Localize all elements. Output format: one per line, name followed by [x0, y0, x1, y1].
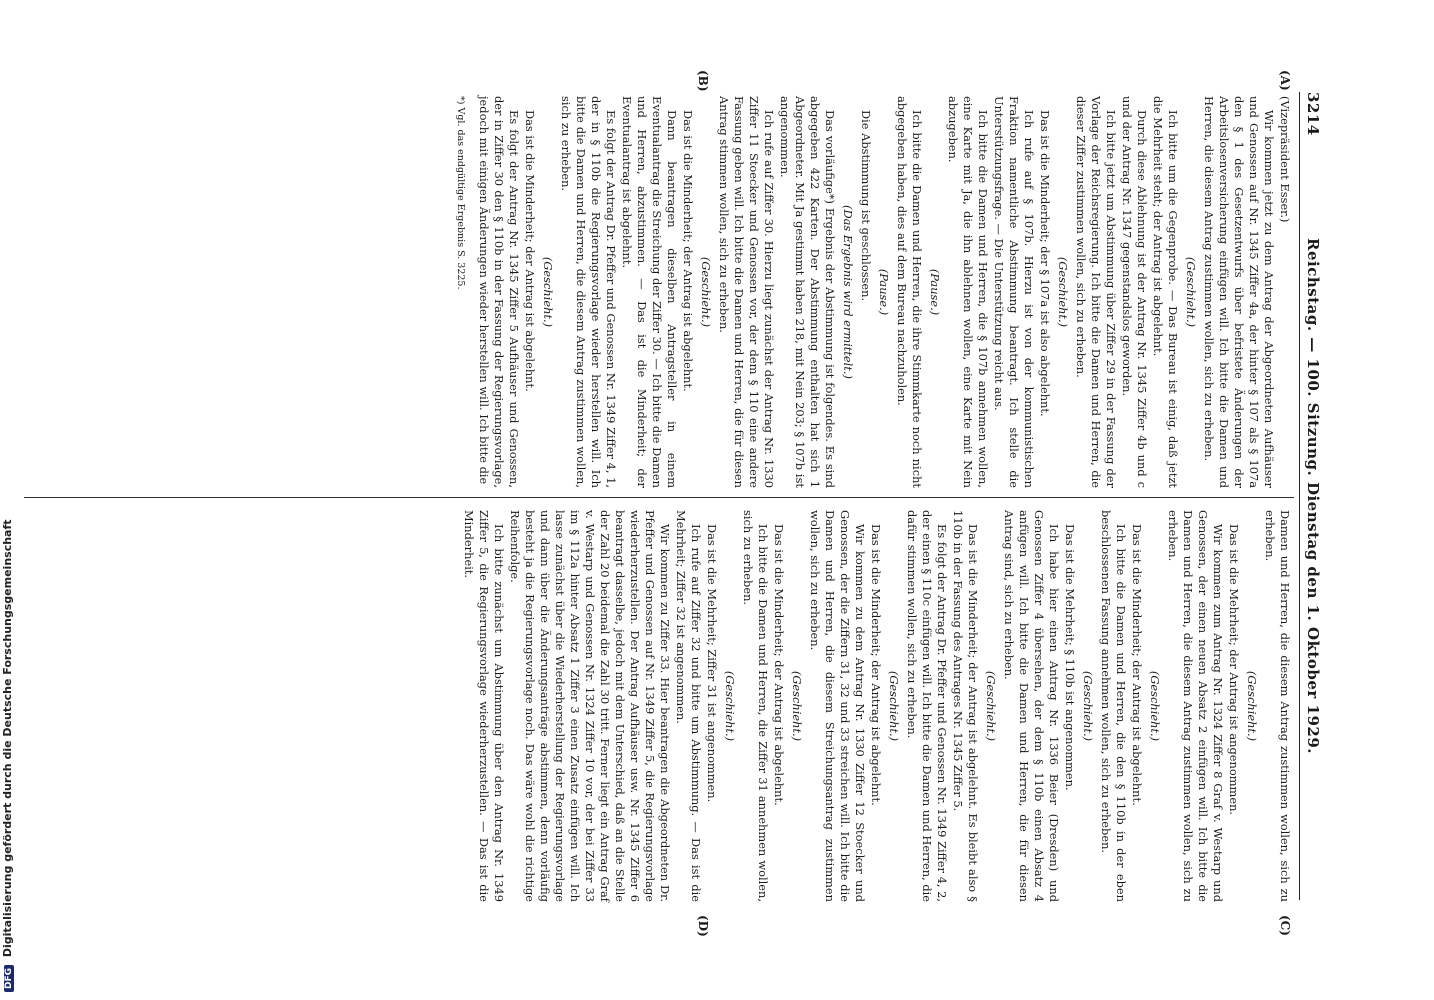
paragraph: Das ist die Mehrheit; Ziffer 31 ist angenommen.: [705, 524, 719, 803]
stage-direction: (Das Ergebnis wird ermittelt.): [841, 205, 855, 379]
stage-direction: (Geschieht.): [790, 670, 804, 742]
paragraph: Das ist die Minderheit; der Antrag ist abgelehnt.: [523, 110, 537, 392]
paragraph: Ich bitte die Damen und Herren, die § 107b annehmen wollen, eine Karte mit Ja, die ihn ablehnen wollen, eine Karte mit Nein abzugeben.: [946, 96, 990, 488]
stage-direction: (Pause.): [877, 268, 891, 316]
paragraph: Ich rufe auf Ziffer 30. Hierzu liegt zunächst der Antrag Nr. 1330 Ziffer 11 Stoecker und Genossen vor, der dem § 110 eine andere Fassung geben will. Ich bitte die Damen und Herren, die für diesen Antrag stimmen wollen, sich zu erheben.: [717, 96, 776, 488]
stage-direction: (Geschieht.): [1148, 670, 1162, 742]
paragraph: Ich bitte die Damen und Herren, die ihre Stimmkarte noch nicht abgegeben haben, dies auf dem Bureau nachzuholen.: [895, 96, 924, 488]
paragraph: Dann beantragen dieselben Antragsteller in einem Eventualantrag die Streichung der Ziffer 30. — Ich bitte die Damen und Herren, abzustimmen. — Das ist die Minderheit; der Eventualantrag ist abgelehnt.: [620, 96, 679, 488]
stage-direction: (Geschieht.): [723, 670, 737, 742]
paragraph: Das ist die Minderheit; der Antrag ist abgelehnt.: [772, 524, 786, 806]
column-divider: [24, 497, 1294, 498]
stage-direction: (Geschieht.): [1184, 256, 1198, 328]
paragraph: Das ist die Minderheit; der Antrag ist abgelehnt. Es bleibt also § 110b in der Fassung des Antrages Nr. 1345 Ziffer 5.: [951, 510, 980, 902]
margin-mark-b: (B): [696, 70, 710, 92]
stage-direction: (Geschieht.): [699, 256, 713, 328]
paragraph: Ich rufe auf Ziffer 32 und bitte um Abstimmung. — Das ist die Mehrheit; Ziffer 32 ist angenommen.: [674, 510, 703, 902]
footnote: *) Vgl. das endgültige Ergebnis S. 3225.: [455, 96, 466, 290]
paragraph: Ich bitte die Damen und Herren, die den § 110b in der eben beschlossenen Fassung annehmen wollen, sich zu erheben.: [1099, 510, 1128, 902]
stage-direction: (Geschieht.): [1081, 670, 1095, 742]
page-title: Reichstag. — 100. Sitzung. Dienstag den 1. Oktober 1929.: [1304, 238, 1322, 754]
paragraph: (Vizepräsident Esser.): [1278, 96, 1292, 223]
paragraph: Ich bitte jetzt um Abstimmung über Ziffer 29 in der Fassung der Vorlage der Reichsregierung. Ich bitte die Damen und Herren, die dieser Ziffer zustimmen wollen, sich zu erheben.: [1074, 96, 1118, 488]
stage-direction: (Geschieht.): [984, 670, 998, 742]
right-column: [460, 510, 1292, 902]
stage-direction: (Geschieht.): [541, 256, 555, 328]
paragraph: Ich bitte zunächst um Abstimmung über den Antrag Nr. 1349 Ziffer 5, die Regierungsvorlage wiederherzustellen. — Das ist die Minderheit.: [462, 510, 506, 902]
dfg-logo: DFG: [4, 965, 14, 992]
paragraph: Das ist die Mehrheit; § 110b ist angenommen.: [1063, 524, 1077, 791]
credit-text: Digitalisierung gefördert durch die Deutsche Forschungsgemeinschaft: [1, 519, 14, 958]
stage-direction: (Pause.): [928, 268, 942, 316]
paragraph: Wir kommen zu dem Antrag Nr. 1330 Ziffer 12 Stoecker und Genossen, der die Ziffern 31, 32 und 33 streichen will. Ich bitte die Damen und Herren, die diesem Streichungsantrag zustimmen wollen, sich zu erheben.: [808, 510, 867, 902]
paragraph: Damen und Herren, die diesem Antrag zustimmen wollen, sich zu erheben.: [1263, 510, 1292, 902]
page-number: 3214: [1304, 92, 1322, 136]
paragraph: Das ist die Minderheit; der Antrag ist abgelehnt.: [681, 110, 695, 392]
margin-mark-a: (A): [1278, 70, 1292, 91]
stage-direction: (Geschieht.): [887, 670, 901, 742]
margin-mark-c: (C): [1278, 915, 1292, 936]
paragraph: Ich bitte um die Gegenprobe. — Das Bureau ist einig, daß jetzt die Mehrheit steht; der Antrag ist abgelehnt.: [1151, 96, 1180, 488]
paragraph: Wir kommen jetzt zu dem Antrag der Abgeordneten Aufhäuser und Genossen auf Nr. 1345 Ziffer 4a, der hinter § 107 als § 107a den § 1 des Gesetzentwurfs über befristete Änderungen der Arbeitslosenversicherung einfügen will. Ich bitte die Damen und Herren, die diesem Antrag zustimmen wollen, sich zu erheben.: [1202, 96, 1276, 488]
stage-direction: (Geschieht.): [1245, 670, 1259, 742]
paragraph: Wir kommen zu Ziffer 33. Hier beantragen die Abgeordneten Dr. Pfeffer und Genossen auf Nr. 1349 Ziffer 5, die Regierungsvorlage wiederherzustellen. Der Antrag Aufhäuser usw. Nr. 1345 Ziffer 6 beantragt dasselbe, jedoch mit dem Unterschied, daß an die Stelle der Zahl 20 beidemal die Zahl 30 tritt. Ferner liegt ein Antrag Graf v. Westarp und Genossen Nr. 1324 Ziffer 10 vor, der bei Ziffer 33 im § 112a hinter Absatz 1 Ziffer 3 einen Zusatz einfügen will. Ich lasse zunächst über die Wiederherstellung der Regierungsvorlage und dann über die Änderungsanträge abstimmen, denn vorläufig besteht ja die Regierungsvorlage noch. Das wäre wohl die richtige Reihenfolge.: [508, 510, 672, 902]
paragraph: Wir kommen zum Antrag Nr. 1324 Ziffer 8 Graf v. Westarp und Genossen, der einen neuen Absatz 2 einfügen will. Ich bitte die Damen und Herren, die diesem Antrag zustimmen wollen, sich zu erheben.: [1166, 510, 1225, 902]
left-column: [453, 96, 1292, 488]
page-header: [1300, 92, 1324, 900]
paragraph: Es folgt der Antrag Nr. 1345 Ziffer 5 Aufhäuser und Genossen, der in Ziffer 30 den § 110b in der Fassung der Regierungsvorlage, jedoch mit einigen Änderungen wieder herstellen will. Ich bitte die: [477, 96, 521, 488]
paragraph: Es folgt der Antrag Dr. Pfeffer und Genossen Nr. 1349 Ziffer 4, 1, der in § 110b die Regierungsvorlage wieder herstellen will. Ich bitte die Damen und Herren, die diesem Antrag zustimmen wollen, sich zu erheben.: [559, 96, 618, 488]
paragraph: Ich bitte die Damen und Herren, die Ziffer 31 annehmen wollen, sich zu erheben.: [741, 510, 770, 902]
paragraph: Das ist die Minderheit; der Antrag ist abgelehnt.: [1130, 524, 1144, 806]
paragraph: Durch diese Ablehnung ist der Antrag Nr. 1345 Ziffer 4b und c und der Antrag Nr. 1347 gegenstandslos geworden.: [1120, 96, 1149, 488]
paragraph: Das vorläufige*) Ergebnis der Abstimmung ist folgendes. Es sind abgegeben 422 Karten. Der Abstimmung enthalten hat sich 1 Abgeordneter. Mit Ja gestimmt haben 218, mit Nein 203; § 107b ist angenommen.: [778, 96, 837, 488]
stage-direction: (Geschieht.): [1056, 256, 1070, 328]
paragraph: Ich habe hier einen Antrag Nr. 1336 Beier (Dresden) und Genossen Ziffer 4 übersehen, der dem § 110b einen Absatz 4 anfügen will. Ich bitte die Damen und Herren, die für diesen Antrag sind, sich zu erheben.: [1002, 510, 1061, 902]
paragraph: Das ist die Mehrheit; der Antrag ist angenommen.: [1227, 524, 1241, 816]
margin-mark-d: (D): [696, 915, 710, 937]
paragraph: Es folgt der Antrag Dr. Pfeffer und Genossen Nr. 1349 Ziffer 4, 2, der einen § 110c einfügen will. Ich bitte die Damen und Herren, die dafür stimmen wollen, sich zu erheben.: [905, 510, 949, 902]
paragraph: Das ist die Minderheit; der Antrag ist abgelehnt.: [869, 524, 883, 806]
paragraph: Das ist die Minderheit; der § 107a ist also abgelehnt.: [1038, 110, 1052, 417]
paragraph: Ich rufe auf § 107b. Hierzu ist von der kommunistischen Fraktion namentliche Abstimmung beantragt. Ich stelle die Unterstützungsfrage. — Die Unterstützung reicht aus.: [992, 96, 1036, 488]
paragraph: Die Abstimmung ist geschlossen.: [859, 110, 873, 302]
header-rule: [1299, 92, 1300, 900]
